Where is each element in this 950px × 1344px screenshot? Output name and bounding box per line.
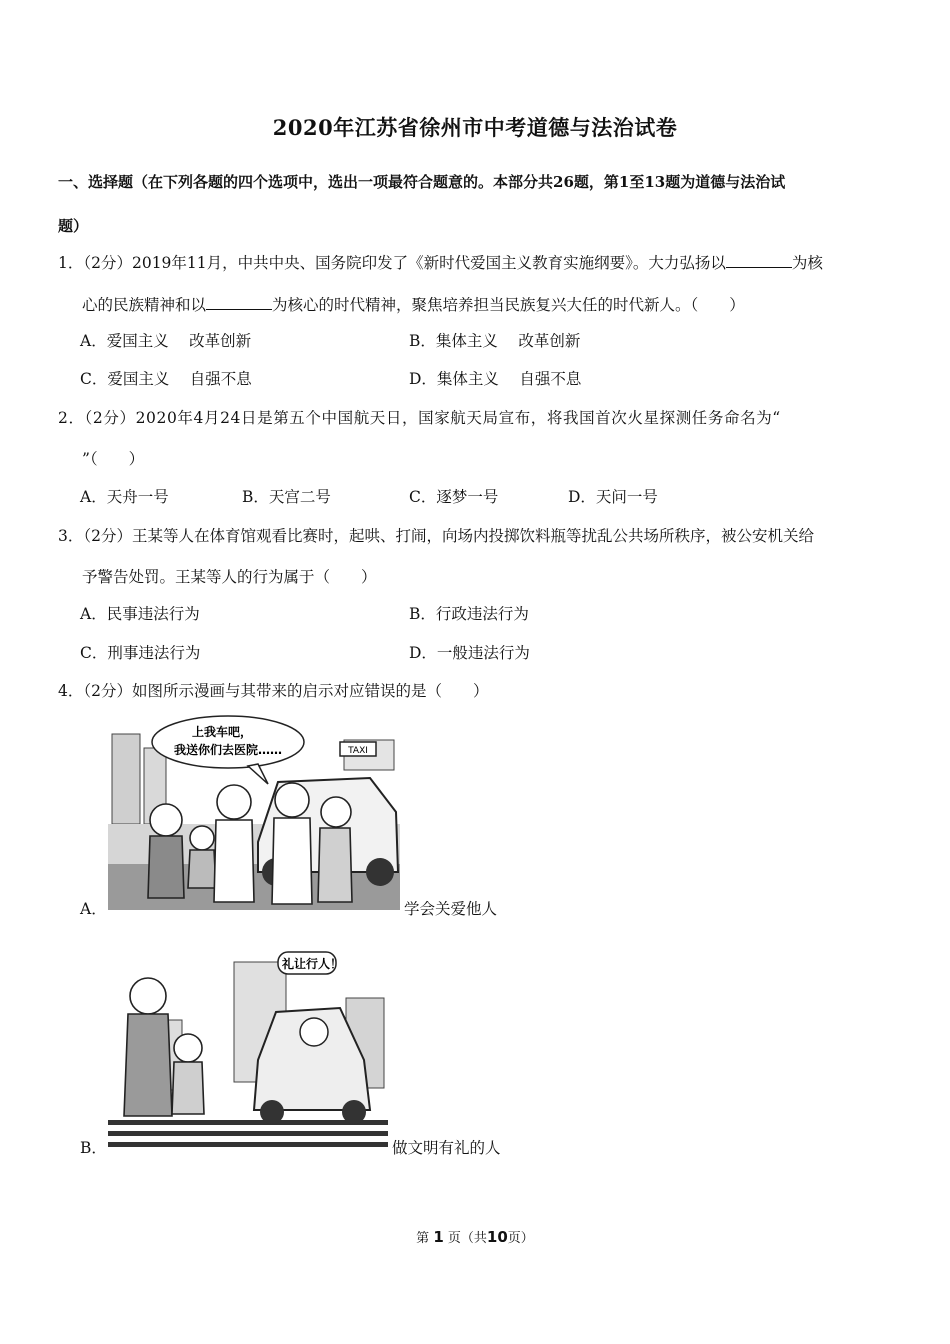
q1-text-c: 心的民族精神和以 xyxy=(82,296,207,314)
cartoon-b-image xyxy=(108,950,388,1150)
section-heading-line-2: 题） xyxy=(58,217,89,235)
q1-text-a: 1．（2分）2019年11月，中共中央、国务院印发了《新时代爱国主义教育实施纲要》。大力弘扬以 xyxy=(58,254,726,272)
section-heading-line-1: 一、选择题（在下列各题的四个选项中，选出一项最符合题意的。本部分共26题，第1至13题为道德与法治试 xyxy=(58,173,786,191)
cartoon-a-bubble-line-1: 上我车吧， xyxy=(192,725,253,739)
q3-option-b: B．行政违法行为 xyxy=(409,605,529,623)
q1-text-b: 为核 xyxy=(791,254,823,272)
page-title: 2020年江苏省徐州市中考道德与法治试卷 xyxy=(272,115,678,140)
q3-option-c: C．刑事违法行为 xyxy=(80,644,201,662)
footer-total-pages: 10 xyxy=(486,1228,508,1246)
page-footer xyxy=(0,1227,950,1246)
q3-stem-line-2: 予警告处罚。王某等人的行为属于（ ） xyxy=(82,568,377,586)
cartoon-a-bubble-line-2: 我送你们去医院…… xyxy=(174,743,283,757)
q2-option-c: C．逐梦一号 xyxy=(409,488,499,506)
q1-option-a: A．爱国主义 改革创新 xyxy=(80,332,252,350)
q1-stem-line-2 xyxy=(82,295,745,315)
footer-page-number: 1 xyxy=(433,1228,444,1246)
q2-stem-line-2: ”（ ） xyxy=(82,450,145,468)
cartoon-b-bubble: 礼让行人！ xyxy=(282,957,343,971)
q2-option-d: D．天问一号 xyxy=(568,488,658,506)
q1-blank-2 xyxy=(206,295,272,310)
q1-blank-1 xyxy=(726,253,792,268)
footer-mid: 页（共 xyxy=(447,1231,487,1246)
q4-stem: 4．（2分）如图所示漫画与其带来的启示对应错误的是（ ） xyxy=(58,682,489,700)
q2-stem-line-1: 2．（2分）2020年4月24日是第五个中国航天日，国家航天局宣布，将我国首次火星探测任务命名为“ xyxy=(58,409,781,427)
q4-option-a-label: A． xyxy=(80,900,107,918)
q3-stem-line-1: 3．（2分）王某等人在体育馆观看比赛时，起哄、打闹，向场内投掷饮料瓶等扰乱公共场所秩序，被公安机关给 xyxy=(58,527,814,545)
footer-prefix: 第 xyxy=(416,1231,430,1246)
q4-option-b-text: 做文明有礼的人 xyxy=(392,1139,501,1157)
q1-option-d: D．集体主义 自强不息 xyxy=(409,370,582,388)
section-heading xyxy=(58,160,898,248)
q1-text-d: 为核心的时代精神，聚焦培养担当民族复兴大任的时代新人。（ ） xyxy=(272,296,745,314)
cartoon-a-image xyxy=(108,712,400,910)
q3-option-a: A．民事违法行为 xyxy=(80,605,200,623)
cartoon-b-drawing xyxy=(108,950,388,1150)
cartoon-a-taxi-sign: TAXI xyxy=(348,746,368,756)
q2-option-a: A．天舟一号 xyxy=(80,488,169,506)
q4-option-a-text: 学会关爱他人 xyxy=(404,900,498,918)
footer-suffix: 页） xyxy=(507,1231,534,1246)
q1-stem-line-1 xyxy=(58,253,823,273)
q1-option-c: C．爱国主义 自强不息 xyxy=(80,370,252,388)
q1-option-b: B．集体主义 改革创新 xyxy=(409,332,581,350)
q2-option-b: B．天宫二号 xyxy=(242,488,331,506)
q4-option-b-label: B． xyxy=(80,1139,107,1157)
cartoon-a-drawing xyxy=(108,712,400,910)
q3-option-d: D．一般违法行为 xyxy=(409,644,530,662)
